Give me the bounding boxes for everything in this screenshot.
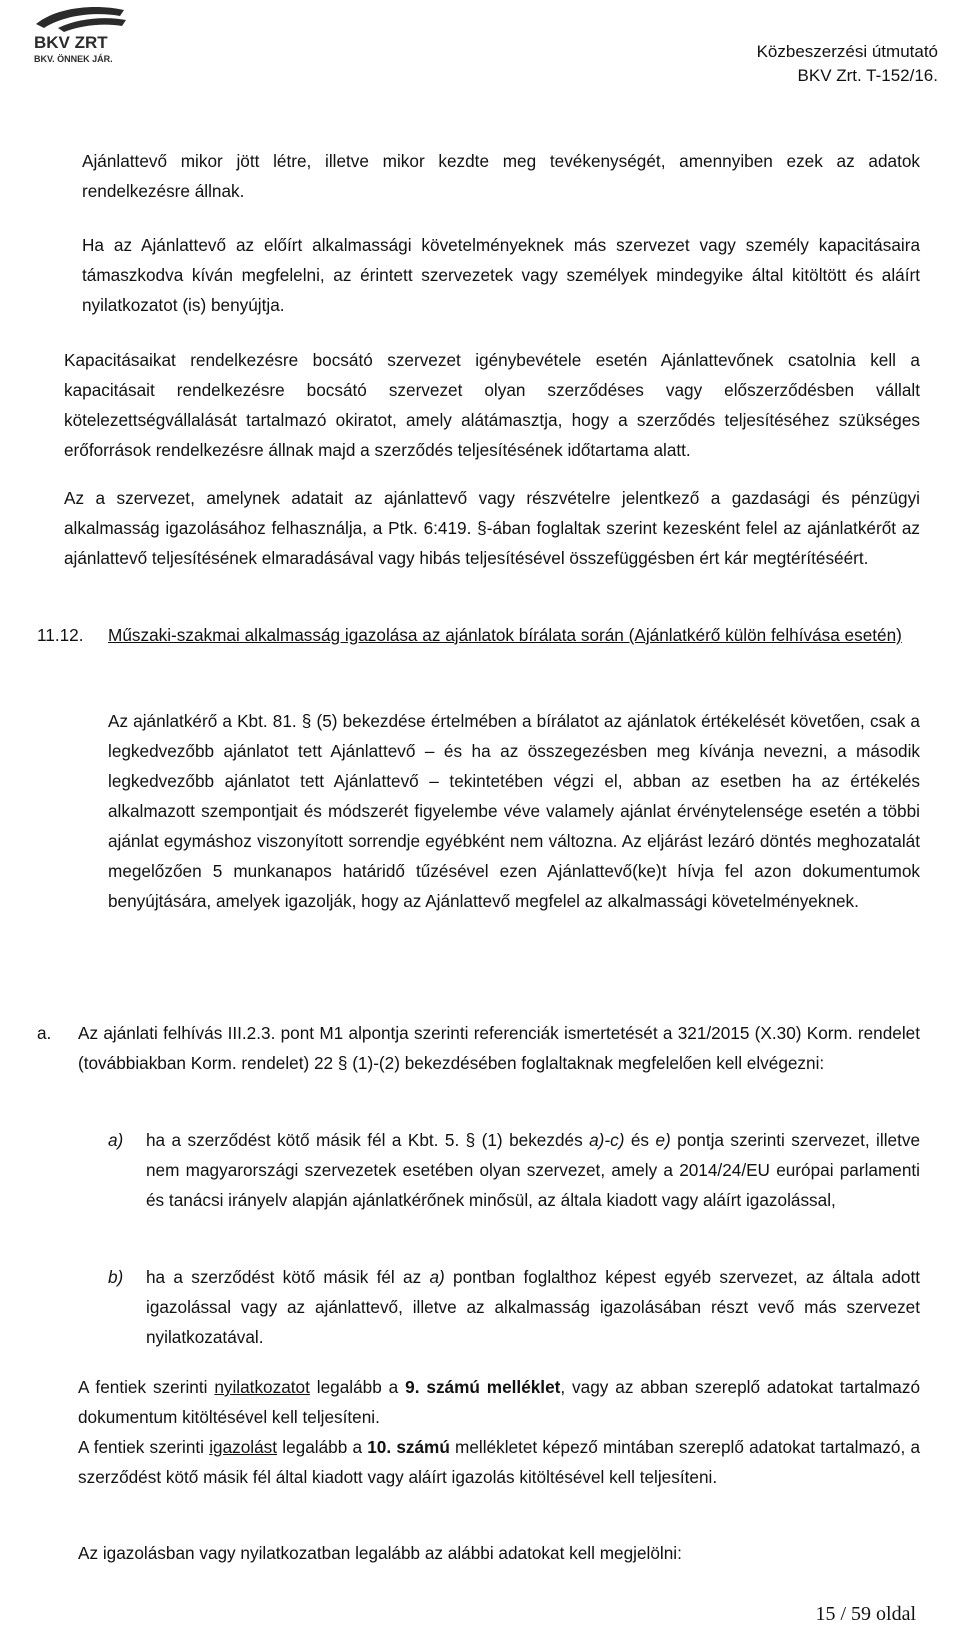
- bkv-logo: [28, 4, 138, 68]
- logo-tagline: BKV. ÖNNEK JÁR.: [34, 54, 113, 64]
- section-number: 11.12.: [37, 625, 84, 645]
- item-a-text: Az ajánlati felhívás III.2.3. pont M1 alpontja szerinti referenciák ismertetését a 321/2015 (X.30) Korm. rendelet (továbbiakban Korm. rendelet) 22 § (1)-(2) bekezdésében foglaltaknak megfelelően kell elvégezni:: [78, 1023, 920, 1073]
- paragraph-1: Ajánlattevő mikor jött létre, illetve mikor kezdte meg tevékenységét, amennyiben ezek az adatok rendelkezésre állnak.: [82, 151, 920, 201]
- paragraph-7: A fentiek szerinti igazolást legalább a 10. számú mellékletet képező mintában szereplő adatokat tartalmazó, a szerződést kötő másik fél által kiadott vagy aláírt igazolás kitöltésével kell teljesíteni.: [78, 1437, 921, 1487]
- sub-item-a-text: ha a szerződést kötő másik fél a Kbt. 5. § (1) bekezdés a)-c) és e) pontja szerinti szervezet, illetve nem magyarországi szervezetek esetében olyan szervezet, amely a 2014/24/EU európai parlamenti és tanácsi irányelv alapján ajánlatkérőnek minősül, az általa kiadott vagy aláírt igazolással,: [146, 1130, 920, 1210]
- paragraph-8: Az igazolásban vagy nyilatkozatban legalább az alábbi adatokat kell megjelölni:: [78, 1543, 682, 1563]
- paragraph-3: Kapacitásaikat rendelkezésre bocsátó szervezet igénybevétele esetén Ajánlattevőnek csatolnia kell a kapacitásait rendelkezésre bocsátó szervezet olyan szerződéses vagy előszerződésben vállalt kötelezettségvállalását tartalmazó okiratot, amely alátámasztja, hogy a szerződés teljesítéséhez szükséges erőforrások rendelkezésre állnak majd a szerződés teljesítésének időtartama alatt.: [64, 350, 920, 460]
- header-reference: BKV Zrt. T-152/16.: [797, 66, 938, 85]
- sub-item-b-label: b): [108, 1267, 124, 1287]
- paragraph-2: Ha az Ajánlattevő az előírt alkalmassági követelményeknek más szervezet vagy személy kapacitásaira támaszkodva kíván megfelelni, az érintett szervezetek vagy személyek mindegyike által kitöltött és aláírt nyilatkozatot (is) benyújtja.: [82, 235, 920, 315]
- bkv-logo-mark: [28, 4, 138, 68]
- paragraph-4: Az a szervezet, amelynek adatait az ajánlattevő vagy részvételre jelentkező a gazdasági és pénzügyi alkalmasság igazolásához felhasználja, a Ptk. 6:419. §-ában foglaltak szerint kezesként felel az ajánlatkérőt az ajánlattevő teljesítésének elmaradásával vagy hibás teljesítésével összefüggésben ért kár megtérítéséért.: [64, 488, 920, 568]
- item-a-label: a.: [37, 1023, 52, 1043]
- page-number: 15 / 59 oldal: [815, 1603, 916, 1625]
- section-title: Műszaki-szakmai alkalmasság igazolása az ajánlatok bírálata során (Ajánlatkérő külön felhívása esetén): [108, 625, 902, 645]
- sub-item-b-text: ha a szerződést kötő másik fél az a) pontban foglalthoz képest egyéb szervezet, az általa adott igazolással vagy az ajánlattevő, illetve az alkalmasság igazolásában részt vevő más szervezet nyilatkozatával.: [146, 1267, 920, 1347]
- page-header: [757, 40, 938, 88]
- sub-item-a-label: a): [108, 1130, 124, 1150]
- paragraph-6: A fentiek szerinti nyilatkozatot legalább a 9. számú melléklet, vagy az abban szereplő adatokat tartalmazó dokumentum kitöltésével kell teljesíteni.: [78, 1377, 921, 1427]
- logo-brand: BKV ZRT: [34, 33, 108, 52]
- paragraph-5: Az ajánlatkérő a Kbt. 81. § (5) bekezdése értelmében a bírálatot az ajánlatok értékelését követően, csak a legkedvezőbb ajánlatot tett Ajánlattevő – és ha az összegezésben meg kívánja nevezni, a második legkedvezőbb ajánlatot tett Ajánlattevő – tekintetében végzi el, abban az esetben ha az értékelés alkalmazott szempontjait és módszerét figyelembe véve valamely ajánlat érvénytelensége esetén a többi ajánlat egymáshoz viszonyított sorrendje egyébként nem változna. Az eljárást lezáró döntés meghozatalát megelőzően 5 munkanapos határidő tűzésével ezen Ajánlattevő(ke)t hívja fel azon dokumentumok benyújtására, amelyek igazolják, hogy az Ajánlattevő megfelel az alkalmassági követelményeknek.: [108, 711, 920, 911]
- header-title: Közbeszerzési útmutató: [756, 42, 938, 61]
